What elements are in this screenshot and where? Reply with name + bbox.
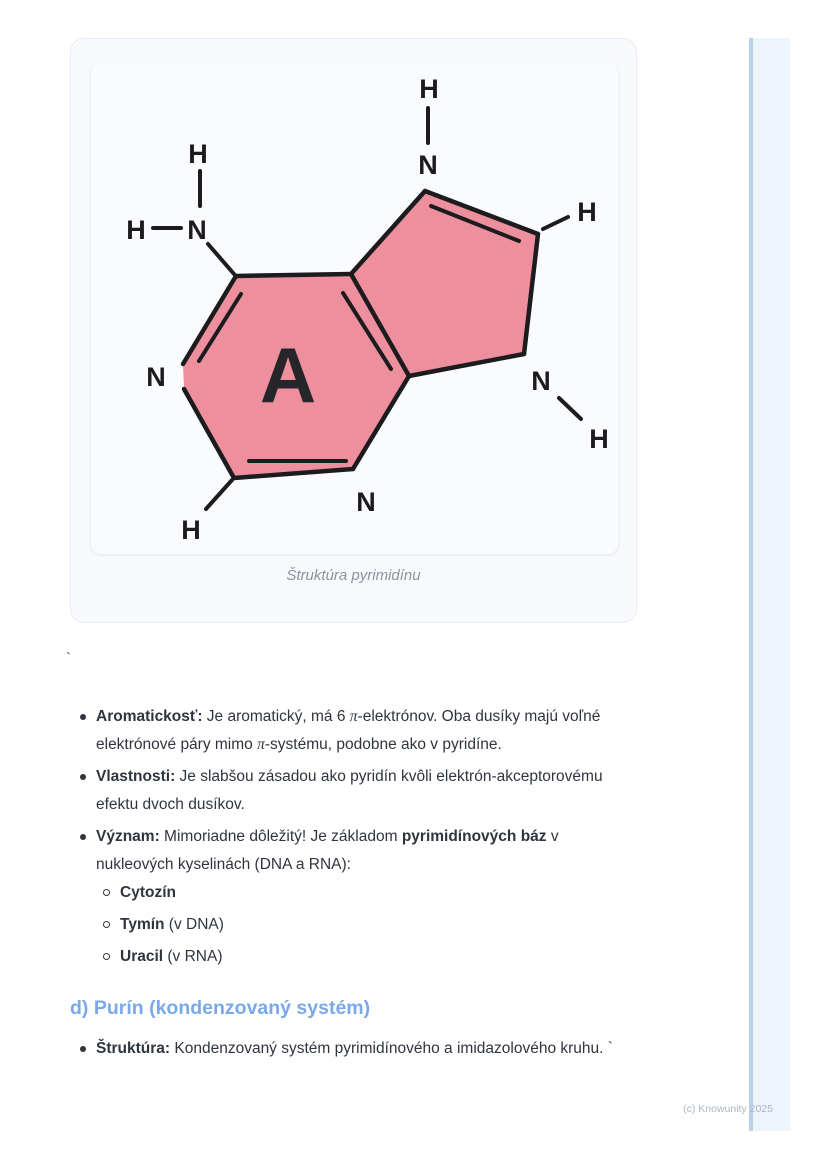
circle-marker <box>103 889 110 896</box>
text-run: v nukleových kyselinách (DNA a RNA): <box>96 828 559 873</box>
text-run: (v RNA) <box>163 948 223 965</box>
atom-label-h: H <box>181 515 201 545</box>
bullet-list <box>70 703 630 971</box>
math-symbol: π <box>257 736 265 753</box>
adenine-letter: A <box>259 331 317 419</box>
bold-text: Vlastnosti: <box>96 768 176 785</box>
text-run: Kondenzovaný systém pyrimidínového a imidazolového kruhu. ` <box>170 1040 613 1057</box>
figure-image <box>91 63 618 554</box>
atom-label-n: N <box>356 487 376 517</box>
text-run: (v DNA) <box>164 916 224 933</box>
bullet-marker <box>80 714 86 720</box>
text-run: -elektrónov. Oba dusíky majú voľné elektrónové páry mimo <box>96 708 601 753</box>
bold-text: Tymín <box>120 916 165 933</box>
atom-label-n: N <box>418 150 438 180</box>
bold-text: Cytozín <box>120 884 176 901</box>
atom-label-h: H <box>419 74 439 104</box>
chemical-structure-diagram <box>91 63 618 554</box>
atom-label-h: H <box>589 424 609 454</box>
sub-list-item <box>70 943 630 971</box>
scrollbar-strip[interactable] <box>749 38 790 1131</box>
circle-marker <box>103 953 110 960</box>
bold-text: pyrimidínových báz <box>401 828 547 845</box>
body-content <box>70 703 630 1063</box>
bullet-marker <box>80 1046 86 1052</box>
atom-label-h: H <box>188 139 208 169</box>
stray-backtick: ` <box>66 650 71 667</box>
sub-list-item <box>70 879 630 907</box>
atom-label-h: H <box>126 215 146 245</box>
footer-copyright: (c) Knowunity 2025 <box>683 1103 773 1115</box>
list-item <box>70 823 630 879</box>
bold-text: Štruktúra: <box>96 1040 171 1057</box>
math-symbol: π <box>349 708 358 725</box>
text-run: -systému, podobne ako v pyridíne. <box>264 736 502 753</box>
bold-text: Význam: <box>96 828 160 845</box>
circle-marker <box>103 921 110 928</box>
figure-card <box>70 38 637 623</box>
atom-label-h: H <box>577 197 597 227</box>
list-item <box>70 703 630 759</box>
text-run: Mimoriadne dôležitý! Je základom <box>159 828 402 845</box>
bold-text: Aromatickosť: <box>96 708 203 725</box>
list-item <box>70 763 630 819</box>
atom-label-n: N <box>531 366 551 396</box>
sub-list-item <box>70 911 630 939</box>
figure-caption: Štruktúra pyrimidínu <box>286 567 421 584</box>
section-heading: d) Purín (kondenzovaný systém) <box>70 997 371 1019</box>
text-run: Je aromatický, má 6 <box>202 708 350 725</box>
bullet-marker <box>80 834 86 840</box>
list-item <box>70 1035 630 1063</box>
atom-label-n: N <box>146 362 166 392</box>
atom-label-n: N <box>187 215 207 245</box>
bold-text: Uracil <box>120 948 164 965</box>
text-run: Je slabšou zásadou ako pyridín kvôli elektrón-akceptorovému efektu dvoch dusíkov. <box>96 768 603 813</box>
final-bullet-holder <box>70 1035 630 1063</box>
bullet-marker <box>80 774 86 780</box>
